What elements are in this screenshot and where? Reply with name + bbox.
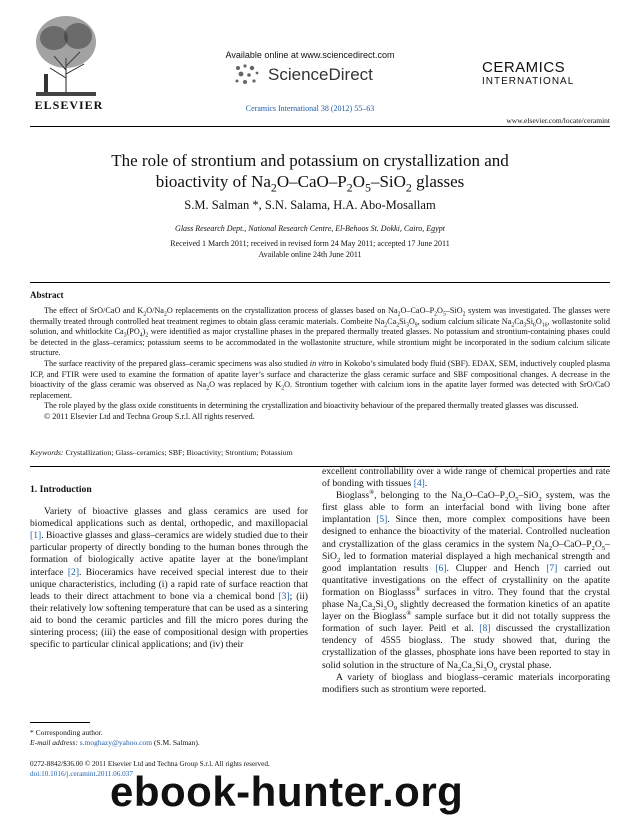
header-divider <box>30 126 610 127</box>
citation-link[interactable]: [5] <box>376 514 388 526</box>
issn-line: 0272-8842/$36.00 © 2011 Elsevier Ltd and Techna Group S.r.l. All rights reserved. <box>30 760 270 768</box>
abstract-paragraph: The effect of SrO/CaO and $K_2O/Na_2O$ replacements on the crystallization process of glasses based on $Na_2O-CaO-P_2O_5-SiO_2$ system was investigated. The glasses were thermally treated through controlled heat treatment regimes to obtain glass ceramic materials. Combeite $Na_2Ca_2Si_3O_9$, sodium calcium silicate $Na_2Ca_3Si_6O_{16}$, wollastonite solid solution, and whitlockite $Ca_3(PO_4)_2$ were identified as major crystalline phases in the prepared thermally treated glasses. No potassium and strontium-containing phases could be detected in the glass–ceramics; potassium seems to be accommodated in the wollastonite structure, while strontium might be incorporated in the sodium calcium silicate structure. <box>30 306 610 358</box>
article-dates <box>50 238 570 260</box>
sciencedirect-dots-icon <box>232 62 266 88</box>
citation-link[interactable]: [3] <box>278 590 290 602</box>
email-suffix: (S.M. Salman). <box>152 738 200 747</box>
journal-title-ceramics: CERAMICS <box>482 59 566 76</box>
citation-link[interactable]: [6] <box>435 562 447 574</box>
journal-url[interactable]: www.elsevier.com/locate/ceramint <box>506 116 610 125</box>
body-column-left <box>30 484 308 651</box>
email-line <box>30 738 308 748</box>
body-paragraph: Bioglass®, belonging to the $Na_2O-CaO-P_2O_5-SiO_2$ system, was the first glass able to form an interfacial bond with living bone after implantation [5]. Since then, more complex compositions have been designed to enhance the bioactivity of the material. Controlled nucleation and crystallization of the glass ceramics in the system $Na_2O-CaO-P_2O_5-SiO_2$ led to formation material displayed a high mechanical strength and good implantation results [6]. Clupper and Hench [7] carried out quantitative investigations on the effect of crystallinity on the apatite formation on Bioglasss® surfaces in vitro. They found that the crystal phase $Na_2Ca_2Si_3O_9$ slightly decreased the formation kinetics of an apatite layer on the Bioglass® sample surface but it did not totally suppress the formation of such layer. Peitl et al. [8] discussed the crystallization tendency of 45S5 bioglass. The study showed that, during the crystallization of the glasses, phosphate ions have been reported to stay in solid solution in the structure of $Na_2Ca_2Si_3O_9$ crystal phase. <box>322 489 611 673</box>
citation-link[interactable]: [7] <box>546 562 558 574</box>
abstract-paragraph: The surface reactivity of the prepared glass–ceramic specimens was also studied in vitro in Kokobo’s simulated body fluid (SBF). EDAX, SEM, inductively coupled plasma ICP, and FTIR were used to examine the formation of apatite layer’s surface and characterize the glass ceramic surface and SBF compositional changes. A decrease in the bioactivity of the glass ceramic was observed as $Na_2O$ was replaced by $K_2O$. Strontium together with calcium ions in the apatite layer formed was detected with SrO/CaO replacement. <box>30 358 610 400</box>
sciencedirect-logo <box>232 62 392 88</box>
abstract-divider-top <box>30 282 610 283</box>
doi-text[interactable]: doi:10.1016/j.ceramint.2011.06.037 <box>30 769 133 778</box>
journal-reference-link[interactable]: Ceramics International 38 (2012) 55–63 <box>245 104 375 113</box>
article-title: The role of strontium and potassium on crystallization and bioactivity of $Na_2O-CaO-P_2O_5-SiO_2$ glasses <box>111 151 509 195</box>
email-link[interactable]: s.moghazy@yahoo.com <box>79 738 153 747</box>
corresponding-author-note: * Corresponding author. <box>30 728 103 737</box>
article-authors: S.M. Salman *, S.N. Salama, H.A. Abo-Mosallam <box>184 198 436 212</box>
citation-link[interactable]: [2] <box>67 566 80 578</box>
footnote <box>30 728 308 748</box>
article-affiliation: Glass Research Dept., National Research Centre, El-Behoos St. Dokki, Cairo, Egypt <box>175 224 445 233</box>
available-online-text: Available online at www.sciencedirect.com <box>225 50 395 60</box>
abstract-body <box>30 306 610 423</box>
section-heading-introduction: 1. Introduction <box>30 484 92 495</box>
citation-link[interactable]: [8] <box>479 623 491 635</box>
email-label: E-mail address: <box>30 738 80 747</box>
watermark-text: ebook-hunter.org <box>110 768 464 815</box>
keywords <box>30 448 610 457</box>
body-column-right <box>322 466 610 696</box>
abstract-paragraph: The role played by the glass oxide constituents in determining the crystallization and bioactivity behaviour of the prepared thermally treated glasses was discussed. <box>44 401 579 411</box>
keywords-label: Keywords: <box>30 448 64 457</box>
body-paragraph: Variety of bioactive glasses and glass ceramics are used for biomedical applications such as dental, orthopedic, and maxillopacial [1]. Bioactive glasses and glass–ceramics are widely studied due to their particular property of directly bonding to the human bones through the formation of biologically active apatite layer at the bone/implant interface [2]. Bioceramics have received special interest due to their unique characteristics, including (i) a rapid rate of surface reaction that leads to their direct attachment to bone via a chemical bond [3]; (ii) their relatively low softening temperature that can be used as a sintering aid to bond the ceramic particles and fill the micro pores during the sintering process; (iii) the ease of compositional design with properties specific to particular clinical applications; and (iv) their <box>30 506 309 651</box>
body-paragraph: A variety of bioglass and bioglass–ceramic materials incorporating modifiers such as strontium were reported. <box>322 671 610 695</box>
footnote-divider <box>30 722 90 723</box>
publisher-name: ELSEVIER <box>34 98 104 112</box>
elsevier-tree-logo <box>30 8 102 100</box>
body-paragraph: excellent controllability over a wide range of chemical properties and rate of bonding with tissues [4]. <box>322 466 610 490</box>
citation-link[interactable]: [1] <box>30 530 42 542</box>
received-dates: Received 1 March 2011; received in revised form 24 May 2011; accepted 17 June 2011 <box>170 239 450 248</box>
keywords-list: Crystallization; Glass–ceramics; SBF; Bioactivity; Strontium; Potassium <box>63 448 293 457</box>
citation-link[interactable]: [4] <box>413 478 425 490</box>
sciencedirect-wordmark: ScienceDirect <box>268 65 373 84</box>
abstract-copyright: © 2011 Elsevier Ltd and Techna Group S.r.l. All rights reserved. <box>44 411 255 421</box>
journal-title-international: INTERNATIONAL <box>482 76 575 87</box>
article-title-line1: The role of strontium and potassium on crystallization and <box>111 151 509 170</box>
abstract-heading: Abstract <box>30 290 64 300</box>
available-date: Available online 24th June 2011 <box>258 250 362 259</box>
